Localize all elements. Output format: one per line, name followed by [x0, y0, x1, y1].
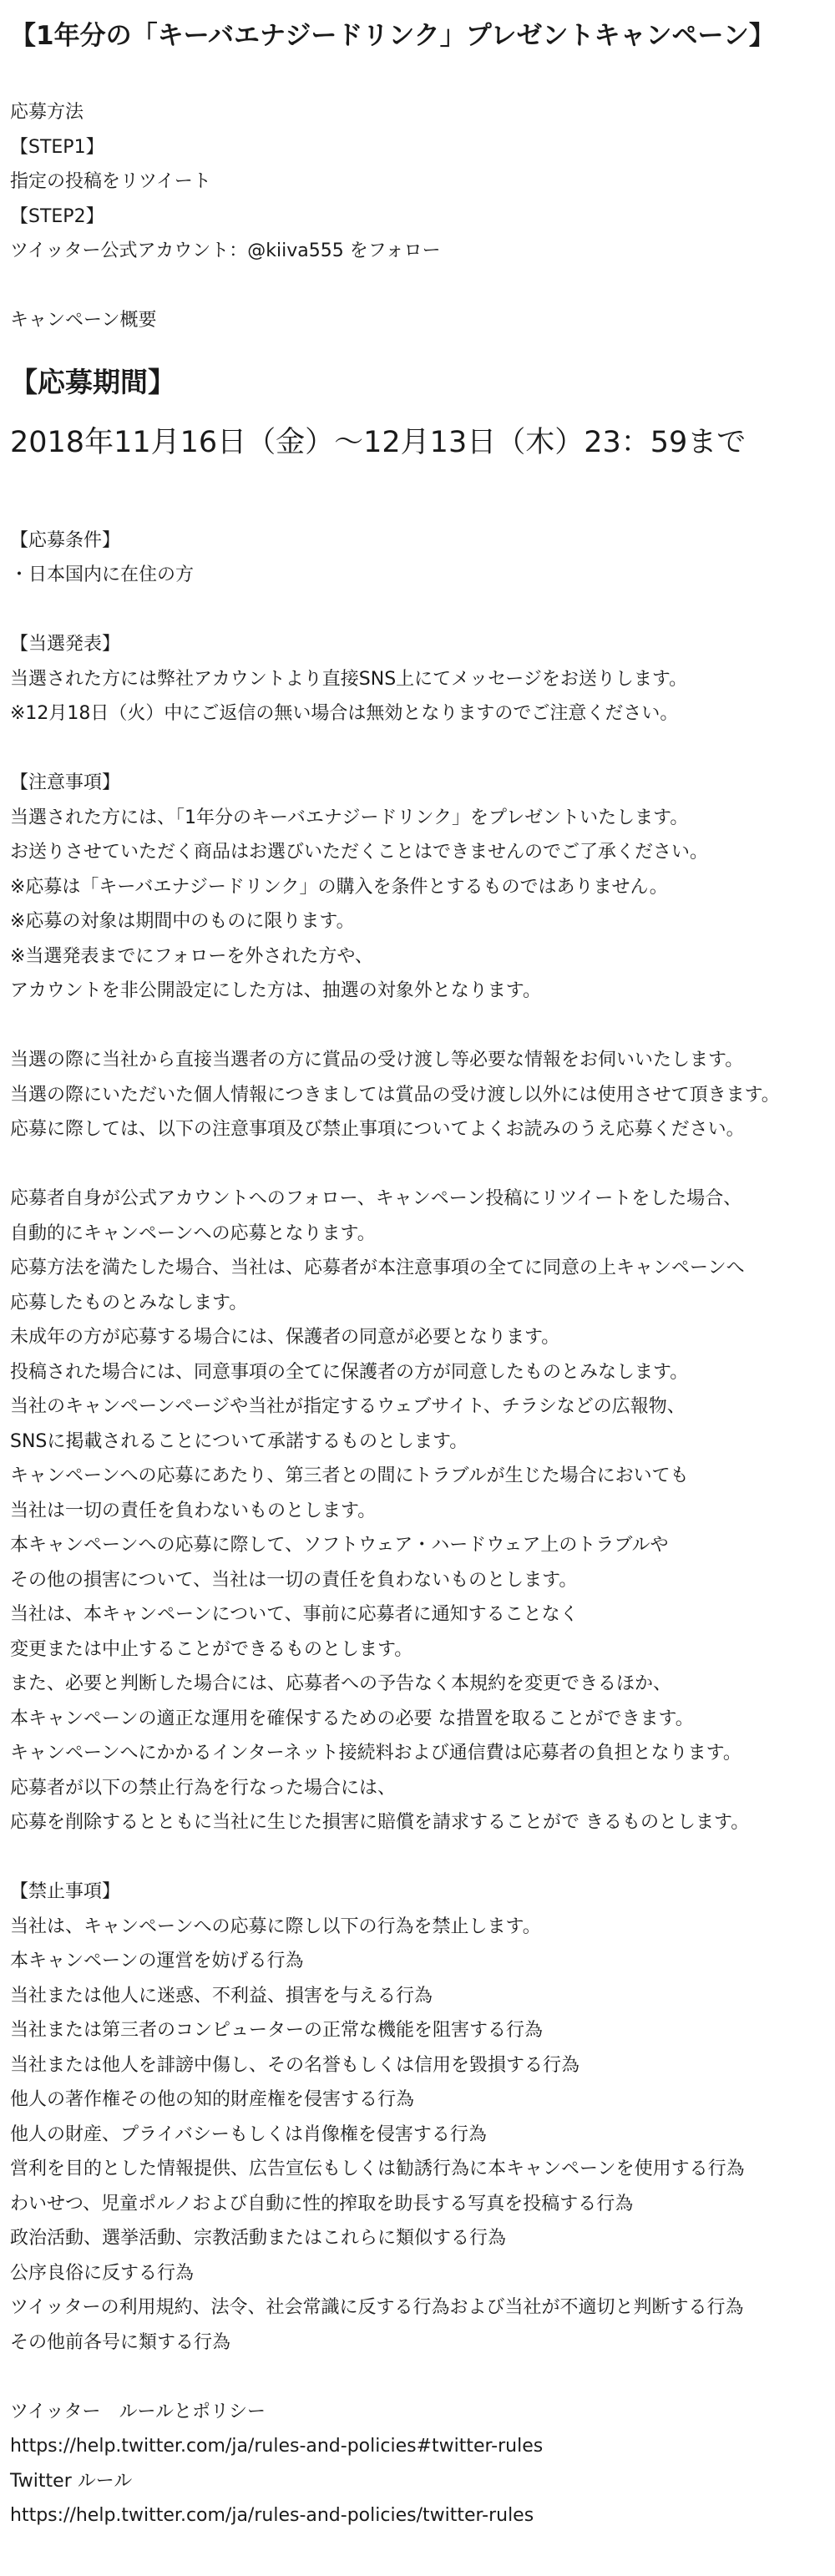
prohibited-line: 他人の著作権その他の知的財産権を侵害する行為	[10, 2089, 415, 2110]
twitter-rules-url-line	[10, 2498, 822, 2533]
terms-line: 応募方法を満たした場合、当社は、応募者が本注意事項の全てに同意の上キャンペーンへ	[10, 1258, 745, 1278]
terms-line: 投稿された場合には、同意事項の全てに保護者の方が同意したものとみなします。	[10, 1361, 689, 1383]
conditions-heading: 【応募条件】	[10, 529, 121, 551]
prohibited-line: 営利を目的とした情報提供、広告宣伝もしくは勧誘行為に本キャンペーンを使用する行為	[10, 2158, 745, 2179]
prohibited-heading: 【禁止事項】	[10, 1881, 121, 1902]
privacy-line: 当選の際にいただいた個人情報につきましては賞品の受け渡し以外には使用させて頂きます。	[10, 1084, 780, 1106]
terms-line: 当社は、本キャンペーンについて、事前に応募者に通知することなく	[10, 1604, 579, 1625]
links-section	[10, 2395, 822, 2533]
step2-label: 【STEP2】	[10, 205, 104, 227]
terms-line: 当社のキャンペーンページや当社が指定するウェブサイト、チラシなどの広報物、	[10, 1396, 686, 1417]
terms-line: 応募者自身が公式アカウントへのフォロー、キャンペーン投稿にリツイートをした場合、	[10, 1188, 742, 1209]
rules-label: ツイッター ルールとポリシー	[10, 2401, 266, 2422]
prohibited-section	[10, 1875, 822, 2360]
privacy-line: 応募に際しては、以下の注意事項及び禁止事項についてよくお読みのうえ応募ください。	[10, 1119, 745, 1140]
prohibited-line: 政治活動、選挙活動、宗教活動またはこれらに類似する行為	[10, 2228, 507, 2249]
terms-line: また、必要と判断した場合には、応募者への予告なく本規約を変更できるほか、	[10, 1673, 672, 1694]
privacy-line: 当選の際に当社から直接当選者の方に賞品の受け渡し等必要な情報をお伺いいたします。	[10, 1050, 744, 1070]
announcement-line: 当選された方には弊社アカウントより直接SNS上にてメッセージをお送りします。	[10, 668, 688, 690]
terms-line: 本キャンペーンの適正な運用を確保するための必要 な措置を取ることができます。	[10, 1708, 694, 1729]
notes-line: ※応募は「キーバエナジードリンク」の購入を条件とするものではありません。	[10, 876, 668, 898]
terms-line: キャンペーンへの応募にあたり、第三者との間にトラブルが生じた場合においても	[10, 1465, 689, 1486]
rules-url-line	[10, 2429, 822, 2464]
period-heading: 【応募期間】	[10, 365, 175, 398]
terms-line: 本キャンペーンへの応募に際して、ソフトウェア・ハードウェア上のトラブルや	[10, 1535, 669, 1556]
terms-line: 未成年の方が応募する場合には、保護者の同意が必要となります。	[10, 1327, 560, 1348]
conditions-text: ・日本国内に在住の方	[10, 564, 195, 585]
notes-line: ※当選発表までにフォローを外された方や、	[10, 945, 373, 967]
privacy-section	[10, 1043, 822, 1147]
prohibited-line: 他人の財産、プライバシーもしくは肖像権を侵害する行為	[10, 2123, 487, 2145]
prohibited-line: 公序良俗に反する行為	[10, 2262, 195, 2284]
page-title: 【1年分の「キーバエナジードリンク」プレゼントキャンペーン】	[10, 21, 775, 51]
terms-line: 当社は一切の責任を負わないものとします。	[10, 1500, 377, 1521]
terms-line: SNSに掲載されることについて承諾するものとします。	[10, 1430, 468, 1452]
terms-line: 応募したものとみなします。	[10, 1292, 248, 1313]
terms-line: 応募を削除するとともに当社に生じた損害に賠償を請求することがで きるものとします。	[10, 1812, 750, 1833]
announcement-line: ※12月18日（火）中にご返信の無い場合は無効となりますのでご注意ください。	[10, 703, 679, 724]
prohibited-line: 当社は、キャンペーンへの応募に際し以下の行為を禁止します。	[10, 1916, 541, 1937]
prohibited-line: ツイッターの利用規約、法令、社会常識に反する行為および当社が不適切と判断する行為	[10, 2297, 744, 2318]
terms-section	[10, 1182, 822, 1840]
conditions-section	[10, 524, 822, 593]
announcement-section	[10, 627, 822, 731]
overview-label: キャンペーン概要	[10, 310, 157, 331]
notes-heading: 【注意事項】	[10, 772, 121, 793]
notes-line: アカウントを非公開設定にした方は、抽選の対象外となります。	[10, 980, 542, 1001]
prohibited-line: わいせつ、児童ポルノおよび自動に性的搾取を助長する写真を投稿する行為	[10, 2193, 634, 2214]
step2-text: ツイッター公式アカウント：@kiiva555 をフォロー	[10, 240, 441, 261]
step1-label: 【STEP1】	[10, 136, 104, 158]
terms-line: 応募者が以下の禁止行為を行なった場合には、	[10, 1777, 397, 1799]
prohibited-line: 当社または第三者のコンピューターの正常な機能を阻害する行為	[10, 2020, 544, 2041]
twitter-rules-link[interactable]: https://help.twitter.com/ja/rules-and-policies/twitter-rules	[10, 2505, 534, 2526]
notes-line: ※応募の対象は期間中のものに限ります。	[10, 911, 355, 932]
terms-line: 自動的にキャンペーンへの応募となります。	[10, 1222, 376, 1244]
prohibited-line: その他前各号に類する行為	[10, 2331, 231, 2353]
notes-section	[10, 766, 822, 1009]
step1-text: 指定の投稿をリツイート	[10, 171, 211, 192]
notes-line: 当選された方には、「1年分のキーバエナジードリンク」をプレゼントいたします。	[10, 807, 689, 828]
rules-link[interactable]: https://help.twitter.com/ja/rules-and-policies#twitter-rules	[10, 2436, 544, 2457]
how-to-apply-label: 応募方法	[10, 102, 84, 123]
announcement-heading: 【当選発表】	[10, 634, 121, 655]
terms-line: キャンペーンへにかかるインターネット接続料および通信費は応募者の負担となります。	[10, 1743, 741, 1764]
period-date: 2018年11月16日（金）～12月13日（木）23：59まで	[10, 425, 746, 459]
terms-line: 変更または中止することができるものとします。	[10, 1638, 413, 1660]
prohibited-line: 当社または他人に迷惑、不利益、損害を与える行為	[10, 1985, 433, 2007]
how-to-apply-section	[10, 95, 822, 269]
twitter-rules-label: Twitter ルール	[10, 2470, 133, 2492]
prohibited-line: 本キャンペーンの運営を妨げる行為	[10, 1951, 304, 1971]
prohibited-line: 当社または他人を誹謗中傷し、その名誉もしくは信用を毀損する行為	[10, 2054, 580, 2076]
terms-line: その他の損害について、当社は一切の責任を負わないものとします。	[10, 1569, 578, 1591]
notes-line: お送りさせていただく商品はお選びいただくことはできませんのでご了承ください。	[10, 842, 709, 863]
